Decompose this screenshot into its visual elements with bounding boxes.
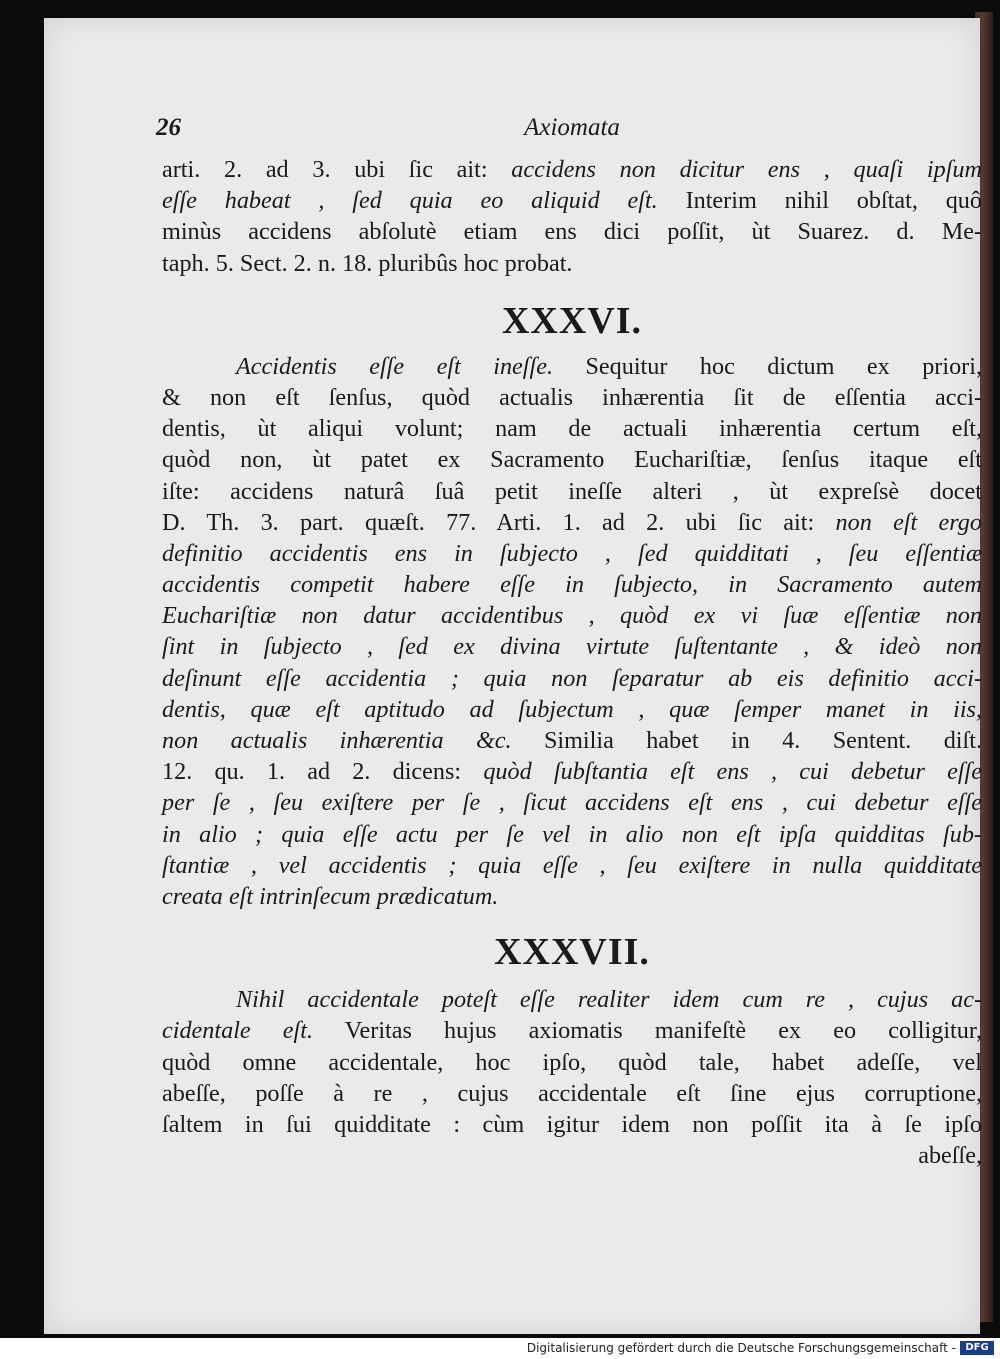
text-line <box>162 185 982 216</box>
italic-text: Nihil accidentale poteſt eſſe realiter idem cum re , cujus ac- <box>236 986 982 1014</box>
dfg-logo: DFG <box>960 1341 994 1355</box>
italic-text: non actualis inhærentia &c. <box>162 727 512 754</box>
text-line <box>162 382 982 413</box>
italic-text: cidentale eſt. <box>162 1017 314 1045</box>
book-page <box>44 18 980 1334</box>
text-line <box>162 507 982 538</box>
italic-text: Euchariſtiæ non datur accidentibus , quòd ex vi ſuæ eſſentiæ non <box>162 602 982 630</box>
roman-text: Veritas hujus axiomatis manifeſtè ex eo colligitur, <box>313 1017 982 1045</box>
italic-text: in alio ; quia eſſe actu per ſe vel in alio non eſt ipſa quidditas ſub- <box>162 820 982 848</box>
roman-text: iſte: accidens naturâ ſuâ petit ineſſe alteri , ùt expreſsè docet <box>162 477 982 505</box>
text-line <box>162 850 982 881</box>
roman-text: abeſſe, <box>918 1142 982 1170</box>
italic-text: eſſe habeat , ſed quia eo aliquid eſt. <box>162 187 658 215</box>
text-line <box>162 631 982 662</box>
text-line <box>162 881 982 912</box>
text-line <box>162 538 982 569</box>
roman-text: minùs accidens abſolutè etiam ens dici poſſit, ùt Suarez. d. Me- <box>162 218 982 246</box>
roman-text: quòd omne accidentale, hoc ipſo, quòd tale, habet adeſſe, vel <box>162 1048 982 1076</box>
text-line <box>162 413 982 444</box>
text-line <box>162 1140 982 1171</box>
roman-text: ſaltem in ſui quidditate : cùm igitur idem non poſſit ita à ſe ipſo <box>162 1110 982 1138</box>
text-line <box>162 1015 982 1046</box>
roman-text: & non eſt ſenſus, quòd actualis inhærentia ſit de eſſentia acci- <box>162 383 982 411</box>
paragraph-axiom-xxxvi <box>162 351 982 912</box>
text-line <box>162 663 982 694</box>
italic-text: ſtantiæ , vel accidentis ; quia eſſe , ſeu exiſtere in nulla quidditate <box>162 851 982 879</box>
italic-text: definitio accidentis ens in ſubjecto , ſed quidditati , ſeu eſſentiæ <box>162 539 982 567</box>
page-header <box>156 114 982 154</box>
italic-text: per ſe , ſeu exiſtere per ſe , ſicut accidens eſt ens , cui debetur eſſe <box>162 789 982 817</box>
text-line <box>162 787 982 818</box>
italic-text: non eſt ergo <box>835 508 982 536</box>
italic-text: quòd ſubſtantia eſt ens , cui debetur eſſe <box>483 758 982 786</box>
page-content <box>156 114 982 1171</box>
italic-text: accidentis competit habere eſſe in ſubjecto, in Sacramento autem <box>162 571 982 599</box>
roman-text: Interim nihil obſtat, quô <box>657 187 982 215</box>
paragraph-continuation <box>162 154 982 279</box>
text-line <box>162 1109 982 1140</box>
italic-text: Accidentis eſſe eſt ineſſe. <box>236 352 553 380</box>
roman-text: dentis, ùt aliqui volunt; nam de actuali inhærentia certum eſt, <box>162 415 982 443</box>
italic-text: ſint in ſubjecto , ſed ex divina virtute ſuſtentante , & ideò non <box>162 633 982 661</box>
roman-text: 12. qu. 1. ad 2. dicens: <box>162 758 484 786</box>
roman-text: abeſſe, poſſe à re , cujus accidentale eſt ſine ejus corruptione, <box>162 1079 982 1107</box>
italic-text: creata eſt intrinſecum prædicatum. <box>162 882 499 910</box>
section-heading-xxxvii: XXXVII. <box>494 931 650 974</box>
roman-text: Sequitur hoc dictum ex priori, <box>553 352 982 380</box>
italic-text: accidens non dicitur ens , quaſi ipſum <box>511 156 982 183</box>
text-line <box>162 216 982 247</box>
roman-text: taph. 5. Sect. 2. n. 18. pluribûs hoc probat. <box>162 249 573 277</box>
text-line <box>162 248 982 279</box>
text-line <box>162 476 982 507</box>
section-heading-xxxvi: XXXVI. <box>501 299 643 342</box>
text-line <box>162 984 982 1015</box>
text-line <box>162 756 982 787</box>
running-title: Axiomata <box>524 114 620 141</box>
text-line <box>162 600 982 631</box>
text-line <box>162 351 982 382</box>
text-line <box>162 1078 982 1109</box>
text-line <box>162 154 982 185</box>
roman-text: quòd non, ùt patet ex Sacramento Euchariſtiæ, ſenſus itaque eſt <box>162 446 982 474</box>
text-line <box>162 444 982 475</box>
roman-text: D. Th. 3. part. quæſt. 77. Arti. 1. ad 2. ubi ſic ait: <box>162 508 836 536</box>
text-line <box>162 1047 982 1078</box>
footer-credit: Digitalisierung gefördert durch die Deutsche Forschungsgemeinschaft - <box>526 1341 956 1355</box>
footer-bar <box>0 1338 1000 1359</box>
roman-text: arti. 2. ad 3. ubi ſic ait: <box>162 156 512 183</box>
paragraph-axiom-xxxvii <box>162 984 982 1171</box>
roman-text: Similia habet in 4. Sentent. diſt. <box>511 727 982 754</box>
italic-text: dentis, quæ eſt aptitudo ad ſubjectum , quæ ſemper manet in iis, <box>162 695 982 723</box>
italic-text: deſinunt eſſe accidentia ; quia non ſeparatur ab eis definitio acci- <box>162 664 982 692</box>
text-line <box>162 694 982 725</box>
page-number: 26 <box>156 114 181 141</box>
text-line <box>162 569 982 600</box>
text-line <box>162 819 982 850</box>
text-line <box>162 725 982 756</box>
